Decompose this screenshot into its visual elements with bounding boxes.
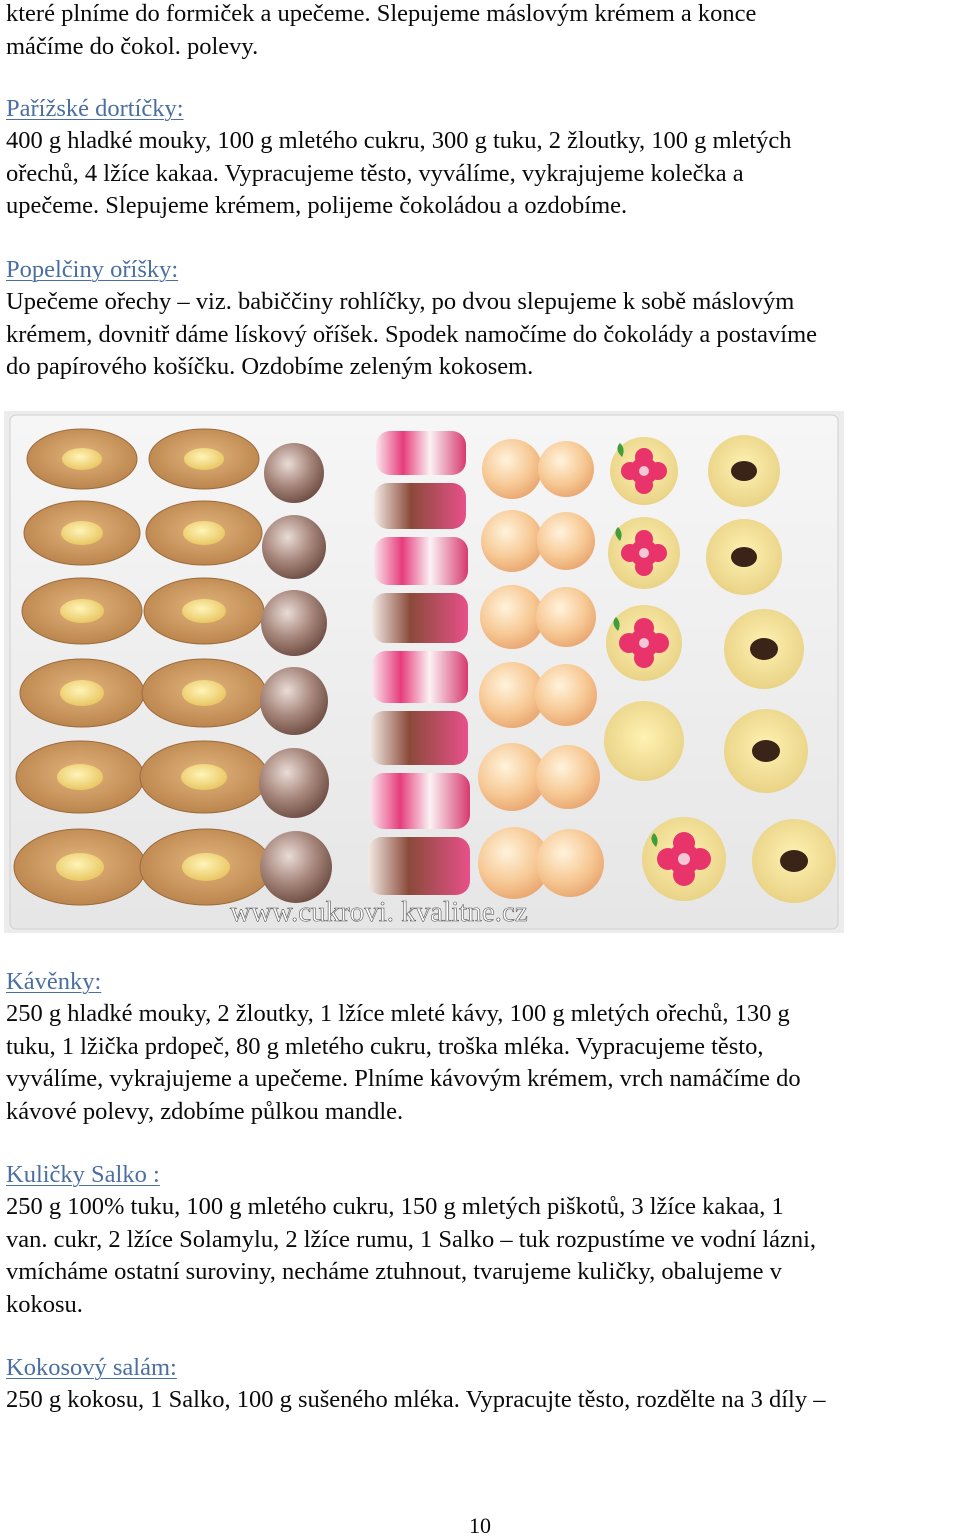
text-line: 250 g hladké mouky, 2 žloutky, 1 lžíce mleté kávy, 100 g mletých ořechů, 130 g <box>6 1000 790 1027</box>
recipe-body-kokosovy-salam <box>6 1384 956 1417</box>
recipe-title-parizske: Pařížské dortíčky: <box>6 95 184 122</box>
text-line: van. cukr, 2 lžíce Solamylu, 2 lžíce rumu, 1 Salko – tuk rozpustíme ve vodní lázni, <box>6 1225 817 1253</box>
recipe-title-kulicky-salko: Kuličky Salko : <box>6 1161 160 1188</box>
text-line: do papírového košíčku. Ozdobíme zeleným kokosem. <box>6 353 534 380</box>
text-line: tuku, 1 lžička prdopeč, 80 g mletého cukru, troška mléka. Vypracujeme těsto, <box>6 1032 764 1060</box>
photo-watermark: www.cukrovi. kvalitne.cz <box>230 896 528 928</box>
recipe-body-popelciny <box>6 286 956 384</box>
recipe-title-kokosovy-salam: Kokosový salám: <box>6 1354 177 1381</box>
page-number: 10 <box>469 1513 491 1538</box>
text-line: vmícháme ostatní suroviny, necháme ztuhnout, tvarujeme kuličky, obalujeme v <box>6 1258 782 1285</box>
pink-roll-column <box>368 431 470 895</box>
text-line: vyválíme, vykrajujeme a upečeme. Plníme kávovým krémem, vrch namáčíme do <box>6 1065 801 1092</box>
text-line: 250 g kokosu, 1 Salko, 100 g sušeného mléka. Vypracujte těsto, rozdělte na 3 díly – <box>6 1386 826 1413</box>
text-line: máčíme do čokol. polevy. <box>6 32 259 60</box>
text-line: ořechů, 4 lžíce kakaa. Vypracujeme těsto, vyválíme, vykrajujeme kolečka a <box>6 159 744 187</box>
recipe-title-kavenky: Kávěnky: <box>6 968 102 995</box>
recipe-body-kulicky-salko <box>6 1191 956 1321</box>
recipe-body-parizske <box>6 125 956 223</box>
recipe-body-kavenky <box>6 998 956 1128</box>
text-line: kávové polevy, zdobíme půlkou mandle. <box>6 1097 404 1125</box>
text-line: 250 g 100% tuku, 100 g mletého cukru, 150 g mletých piškotů, 3 lžíce kakaa, 1 <box>6 1193 784 1220</box>
recipe-title-popelciny: Popelčiny oříšky: <box>6 256 179 283</box>
text-line: krémem, dovnitř dáme lískový oříšek. Spodek namočíme do čokolády a postavíme <box>6 320 818 348</box>
cookies-tray-photo <box>4 411 844 933</box>
text-line: Upečeme ořechy – viz. babiččiny rohlíčky, po dvou slepujeme k sobě máslovým <box>6 288 795 315</box>
text-line: upečeme. Slepujeme krémem, polijeme čokoládou a ozdobíme. <box>6 192 628 219</box>
text-line: kokosu. <box>6 1290 83 1318</box>
intro-paragraph <box>6 0 956 63</box>
text-line: 400 g hladké mouky, 100 g mletého cukru, 300 g tuku, 2 žloutky, 100 g mletých <box>6 127 792 154</box>
text-line: které plníme do formiček a upečeme. Slepujeme máslovým krémem a konce <box>6 0 757 27</box>
